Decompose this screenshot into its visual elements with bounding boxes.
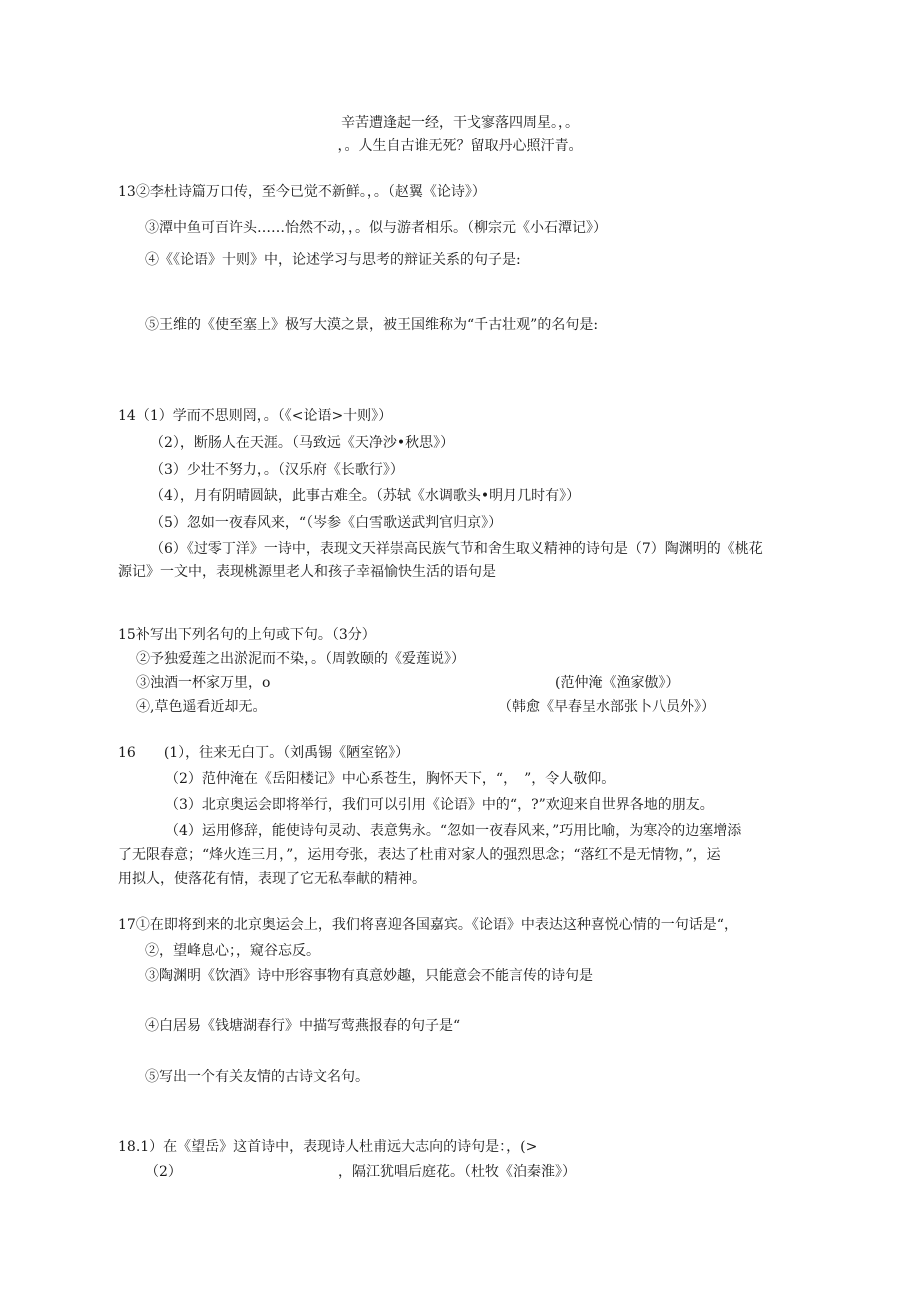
poem-line-1: 辛苦遭逢起一经，干戈寥落四周星。，。 (341, 115, 579, 131)
q16-item-4-line-1: （4）运用修辞，能使诗句灵动、表意隽永。“忽如一夜春风来，”巧用比喻，为寒冷的边塞增添 (165, 823, 742, 839)
q14-item-2: （2），断肠人在天涯。（马致远《天净沙•秋思》） (150, 435, 455, 451)
q15-item-3: ③浊酒一杯家万里，o (136, 675, 271, 691)
q14-item-1: 14（1）学而不思则罔，。（《<论语>十则》） (118, 408, 393, 424)
q13-item-2: 13②李杜诗篇万口传，至今已觉不新鲜。，。（赵翼《论诗》） (118, 184, 486, 200)
poem-line-2: ，。人生自古谁无死？留取丹心照汗青。 (337, 138, 583, 154)
q17-item-4: ④白居易《钱塘湖春行》中描写莺燕报春的句子是“ (145, 1018, 461, 1034)
q14-item-6-line-2: 源记》一文中，表现桃源里老人和孩子幸福愉快生活的语句是 (118, 564, 496, 580)
q15-item-2: ②予独爱莲之出淤泥而不染，。（周敦颐的《爱莲说》） (136, 651, 465, 667)
q17-item-3: ③陶渊明《饮酒》诗中形容事物有真意妙趣，只能意会不能言传的诗句是 (145, 968, 593, 984)
q13-item-3: ③潭中鱼可百许头……怡然不动，，。似与游者相乐。（柳宗元《小石潭记》） (145, 220, 607, 236)
q15-item-4: ④,草色遥看近却无。 (136, 699, 267, 715)
q16-item-2: （2）范仲淹在《岳阳楼记》中心系苍生，胸怀天下，“， ”，令人敬仰。 (165, 771, 616, 787)
q16-item-4-line-3: 用拟人，使落花有情，表现了它无私奉献的精神。 (118, 871, 426, 887)
q17-item-2: ②，望峰息心；，窥谷忘反。 (145, 943, 320, 959)
q13-item-4: ④《《论语》十则》中，论述学习与思考的辩证关系的句子是: (145, 252, 521, 268)
q14-item-4: （4），月有阴晴圆缺，此事古难全。（苏轼《水调歌头•明月几时有》） (150, 488, 581, 504)
q14-item-6-line-1: （6）《过零丁洋》一诗中，表现文天祥崇高民族气节和舍生取义精神的诗句是（7）陶渊明的《桃花 (150, 541, 763, 557)
q17-item-1: 17①在即将到来的北京奥运会上，我们将喜迎各国嘉宾。《论语》中表达这种喜悦心情的一句话是“， (118, 917, 738, 933)
q13-item-5: ⑤王维的《使至塞上》极写大漠之景，被王国维称为“千古壮观”的名句是: (145, 317, 599, 333)
q16-item-4-line-2: 了无限春意；“烽火连三月，”，运用夸张，表达了杜甫对家人的强烈思念；“落红不是无情物，”，运 (118, 847, 721, 863)
q17-item-5: ⑤写出一个有关友情的古诗文名句。 (145, 1069, 369, 1085)
q15-title: 15补写出下列名句的上句或下句。（3分） (118, 627, 376, 643)
q15-item-4-source: （韩愈《早春呈水部张卜八员外》） (498, 699, 715, 715)
q14-item-3: （3）少壮不努力，。（汉乐府《长歌行》） (150, 462, 404, 478)
q16-item-3: （3）北京奥运会即将举行，我们可以引用《论语》中的“，?”欢迎来自世界各地的朋友。 (165, 797, 714, 813)
q15-item-3-source: (范仲淹《渔家傲》） (555, 675, 680, 691)
q18-item-2: ，隔江犹唱后庭花。（杜牧《泊秦淮》） (338, 1164, 576, 1180)
q18-item-2-label: （2） (145, 1164, 182, 1180)
q18-item-1: 18.1）在《望岳》这首诗中，表现诗人杜甫远大志向的诗句是：，(> (118, 1139, 538, 1155)
q16-item-1: 16 (1），往来无白丁。（刘禹锡《陋室铭》） (118, 745, 410, 761)
q14-item-5: （5）忽如一夜春风来，“（岑参《白雪歌送武判官归京》） (150, 515, 503, 531)
